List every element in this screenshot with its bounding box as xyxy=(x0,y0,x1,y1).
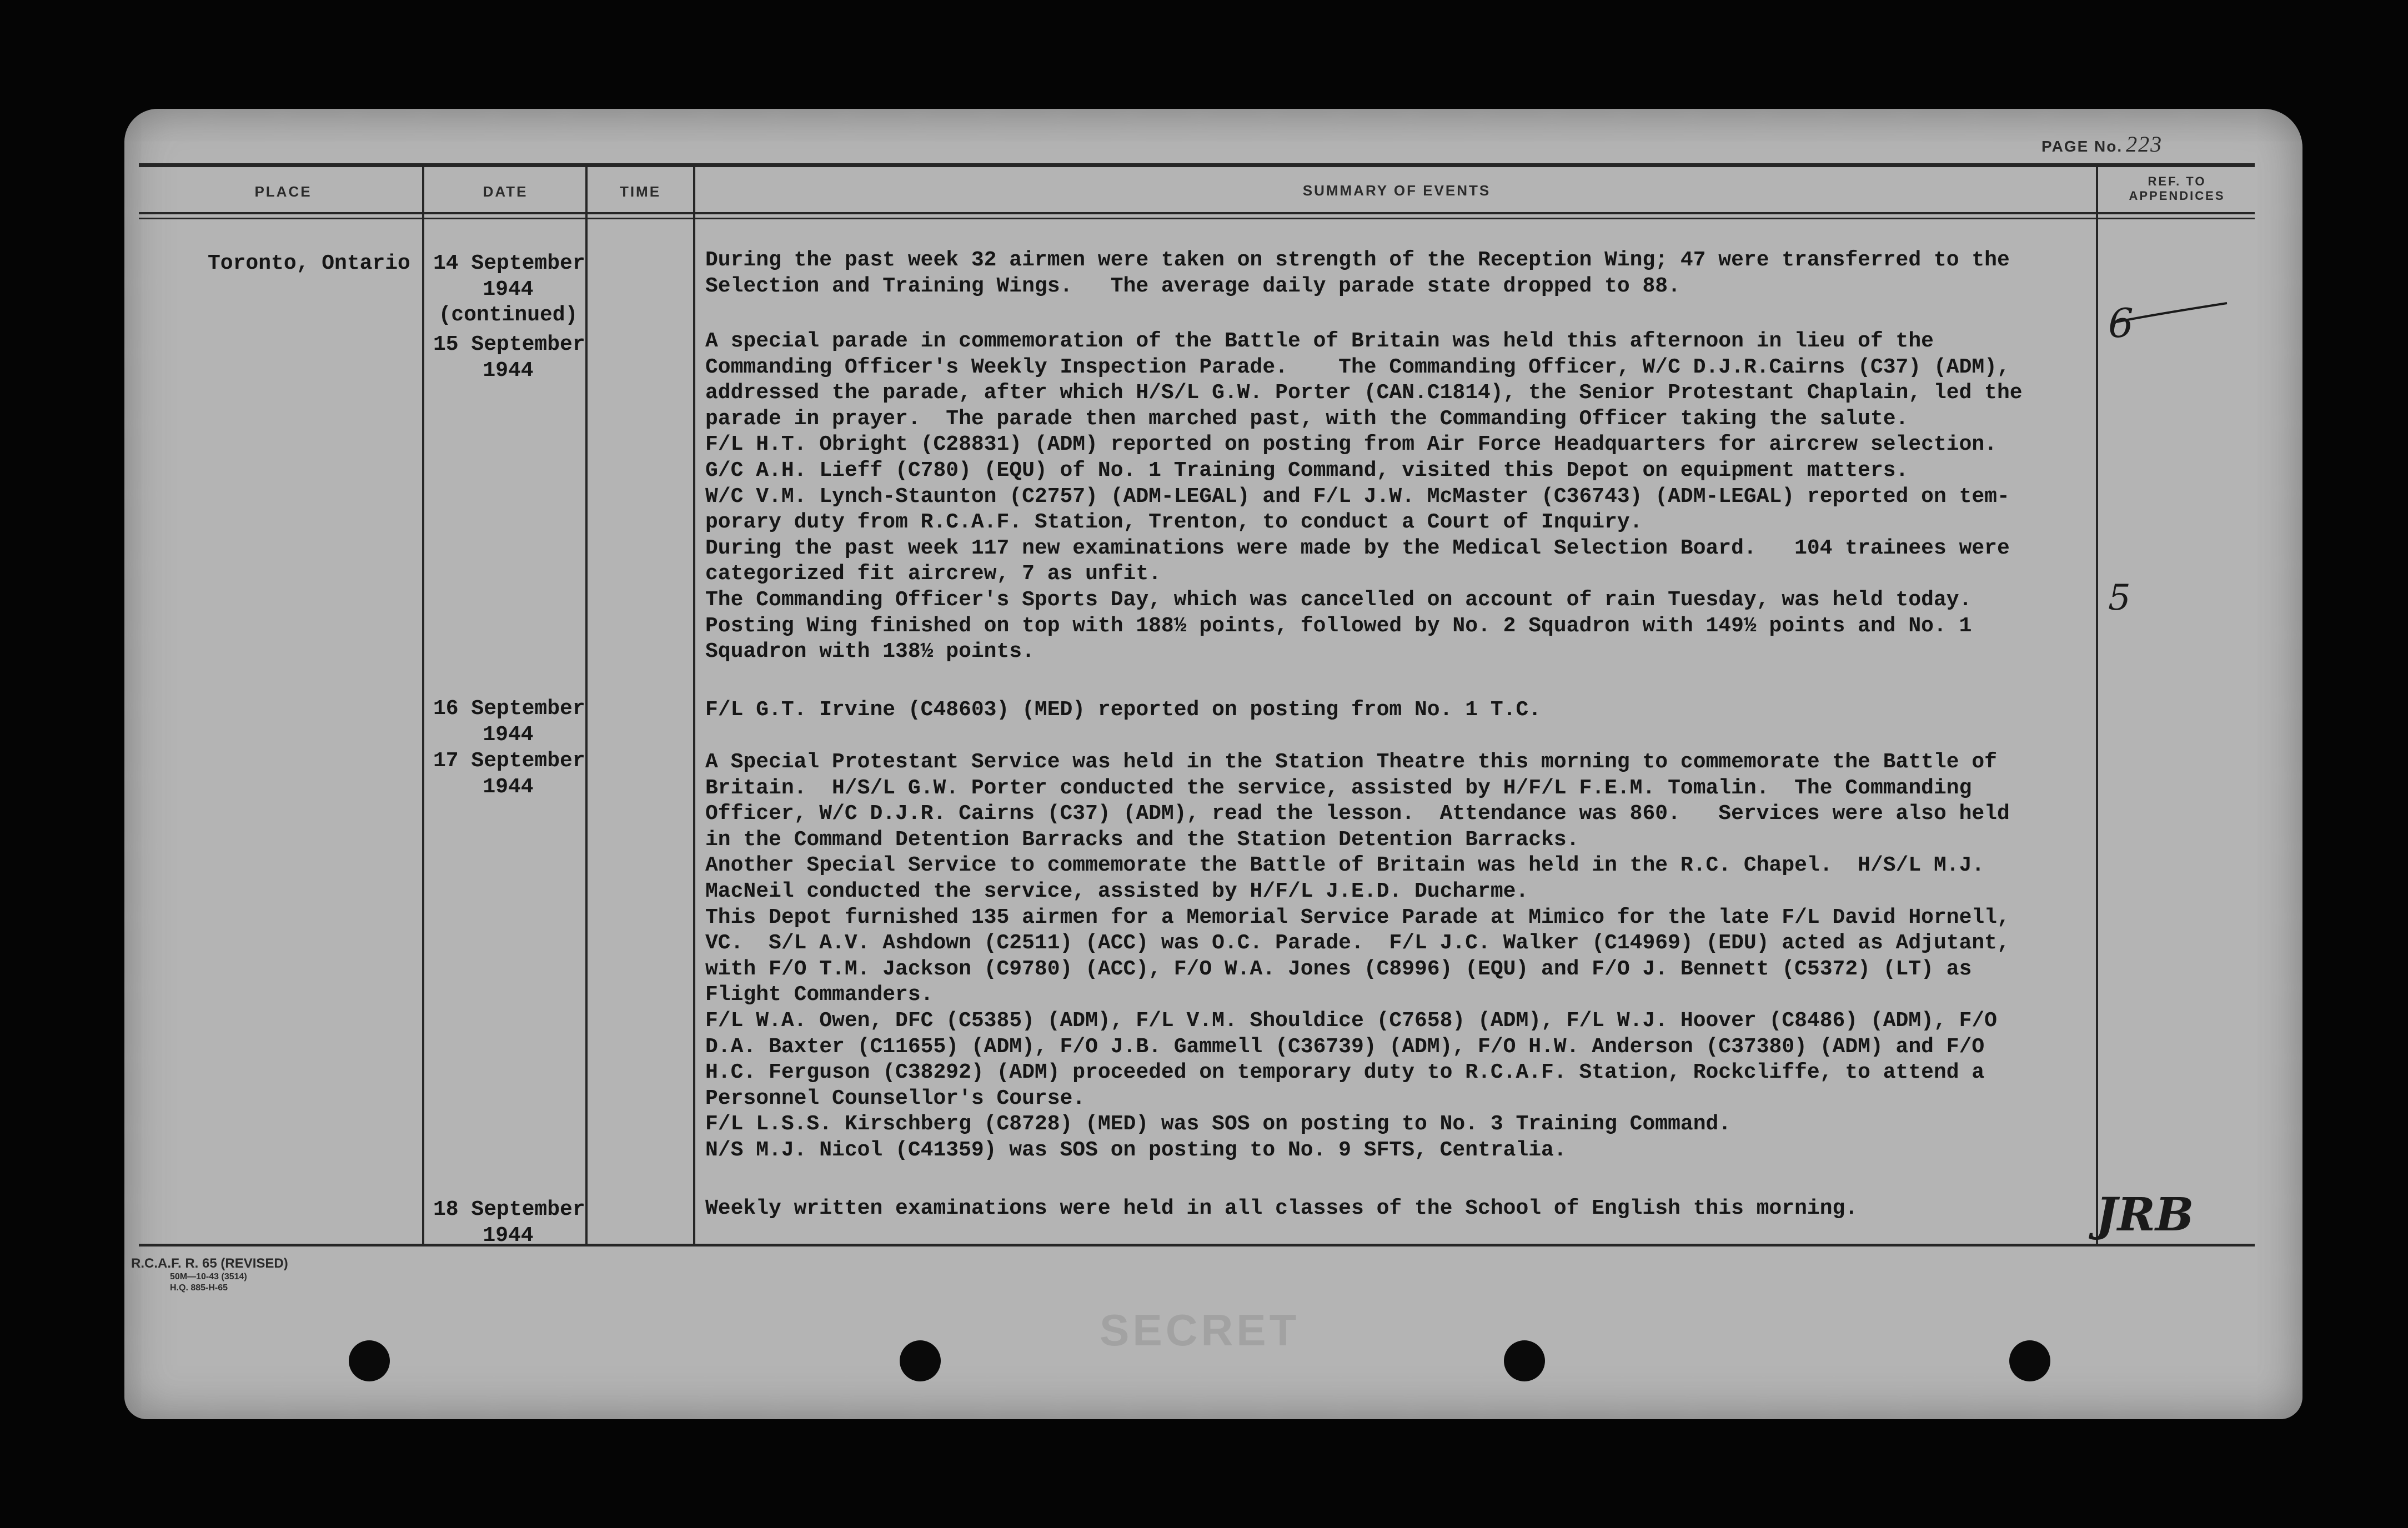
form-title: R.C.A.F. R. 65 (REVISED) xyxy=(131,1256,288,1271)
date-cell: 16 September 1944 xyxy=(433,697,585,747)
summary-entry: Weekly written examinations were held in all classes of the School of English this morning. xyxy=(705,1197,1858,1220)
page-number xyxy=(2041,131,2163,157)
summary-entry: A special parade in commemoration of the Battle of Britain was held this afternoon in lieu of the Commanding Officer's Weekly Inspection Parade. The Commanding Officer, W/C D.J.R.Cairns (C37) (ADM), addressed the parade, after which H/S/L G.W. Porter (CAN.C1814), the Senior Protestant Chaplain, led the parade in prayer. The parade then marched past, with the Commanding Officer taking the salute. F/L H.T. Obright (C28831) (ADM) reported on posting from Air Force Headquarters for aircrew selection. G/C A.H. Lieff (C780) (EQU) of No. 1 Training Command, visited this Depot on equipment matters. W/C V.M. Lynch-Staunton (C2757) (ADM-LEGAL) and F/L J.W. McMaster (C36743) (ADM-LEGAL) reported on tem- porary duty from R.C.A.F. Station, Trenton, to conduct a Court of Inquiry. During the past week 117 new examinations were made by the Medical Selection Board. 104 trainees were categorized fit aircrew, 7 as unfit. The Commanding Officer's Sports Day, which was cancelled on account of rain Tuesday, was held today. Posting Wing finished on top with 188½ points, followed by No. 2 Squadron with 149½ points and No. 1 Squadron with 138½ points. xyxy=(705,329,2023,664)
punch-hole xyxy=(900,1340,941,1381)
punch-hole xyxy=(2009,1340,2050,1381)
column-divider-date xyxy=(585,167,588,1244)
column-header-place: PLACE xyxy=(254,183,312,200)
column-divider-time xyxy=(693,167,695,1244)
summary-entry: F/L G.T. Irvine (C48603) (MED) reported on posting from No. 1 T.C. xyxy=(705,698,1542,722)
appendix-mark: 5 xyxy=(2108,577,2131,619)
handwritten-stroke xyxy=(2110,300,2233,333)
date-cell: 18 September 1944 xyxy=(433,1198,585,1248)
punch-hole xyxy=(349,1340,390,1381)
place-cell: Toronto, Ontario xyxy=(208,252,410,275)
column-header-summary: SUMMARY OF EVENTS xyxy=(1302,182,1491,199)
punch-hole xyxy=(1504,1340,1545,1381)
table-top-rule xyxy=(139,163,2255,167)
summary-entry: A Special Protestant Service was held in the Station Theatre this morning to commemorate the Battle of Britain. H/S/L G.W. Porter conducted the service, assisted by H/F/L F.E.M. Tomalin. The Commanding Officer, W/C D.J.R. Cairns (C37) (ADM), read the lesson. Attendance was 860. Services were also held in the Command Detention Barracks and the Station Detention Barracks. Another Special Service to commemorate the Battle of Britain was held in the R.C. Chapel. H/S/L M.J. MacNeil conducted the service, assisted by H/F/L J.E.D. Ducharme. This Depot furnished 135 airmen for a Memorial Service Parade at Mimico for the late F/L David Hornell, VC. S/L A.V. Ashdown (C2511) (ACC) was O.C. Parade. F/L J.C. Walker (C14969) (EDU) acted as Adjutant, with F/O T.M. Jackson (C9780) (ACC), F/O W.A. Jones (C8996) (EQU) and F/O J. Bennett (C5372) (LT) as Flight Commanders. F/L W.A. Owen, DFC (C5385) (ADM), F/L V.M. Shouldice (C7658) (ADM), F/L W.J. Hoover (C8486) (ADM), F/O D.A. Baxter (C11655) (ADM), F/O J.B. Gammell (C36739) (ADM), F/O H.W. Anderson (C37380) (ADM) and F/O H.C. Ferguson (C38292) (ADM) proceeded on temporary duty to R.C.A.F. Station, Rockcliffe, to attend a Personnel Counsellor's Course. F/L L.S.S. Kirschberg (C8728) (MED) was SOS on posting to No. 3 Training Command. N/S M.J. Nicol (C41359) was SOS on posting to No. 9 SFTS, Centralia. xyxy=(705,750,2010,1162)
initials-signature: JRB xyxy=(2096,1188,2194,1242)
page-number-value: 223 xyxy=(2126,132,2163,157)
date-cell: 14 September 1944 (continued) xyxy=(433,252,585,328)
form-identifier xyxy=(131,1256,288,1294)
column-divider-place xyxy=(422,167,424,1244)
faded-stamp: SECRET xyxy=(1100,1305,1300,1355)
appendix-mark: 6 xyxy=(2108,300,2134,346)
column-header-date: DATE xyxy=(483,183,528,200)
column-divider-summary xyxy=(2096,167,2098,1244)
date-cell: 15 September 1944 xyxy=(433,333,585,383)
form-line: H.Q. 885-H-65 xyxy=(170,1283,228,1293)
form-line: 50M—10-43 (3514) xyxy=(170,1272,247,1281)
date-cell: 17 September 1944 xyxy=(433,749,585,799)
page-number-label: PAGE No. xyxy=(2041,138,2123,155)
column-header-ref-appendices: REF. TO APPENDICES xyxy=(2129,174,2225,203)
header-bottom-rule xyxy=(139,212,2255,214)
column-header-time: TIME xyxy=(619,183,661,200)
summary-entry: During the past week 32 airmen were taken on strength of the Reception Wing; 47 were transferred to the Selection and Training Wings. The average daily parade state dropped to 88. xyxy=(705,248,2010,298)
header-bottom-rule-2 xyxy=(139,218,2255,219)
